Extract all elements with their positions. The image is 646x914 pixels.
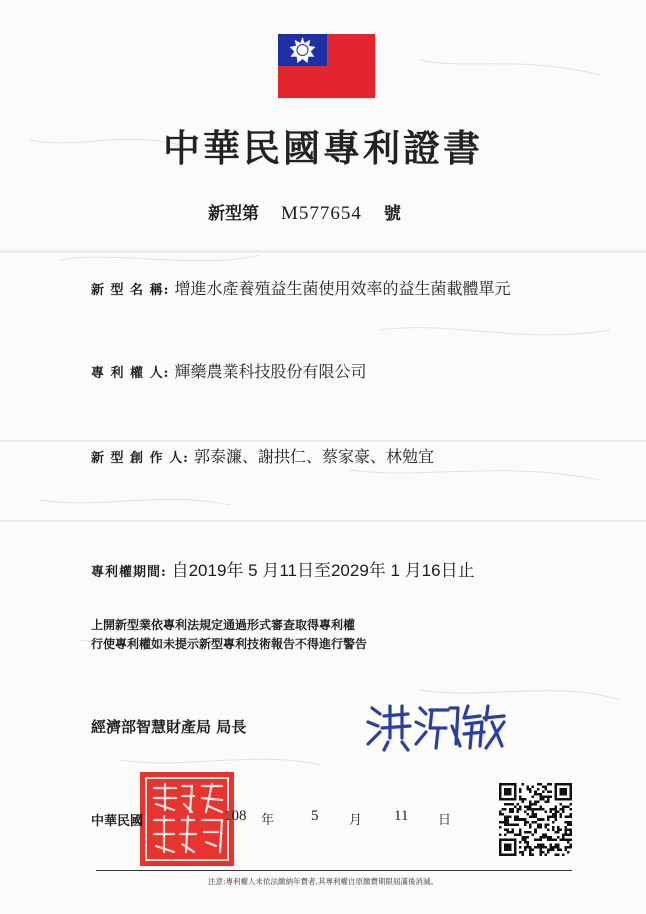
footnote-divider — [96, 870, 572, 871]
patent-number: M577654 — [281, 203, 362, 224]
director-signature — [362, 698, 512, 754]
field-owner — [91, 359, 367, 382]
date-day: 11 — [394, 808, 409, 824]
official-seal — [140, 772, 234, 866]
director-title: 經濟部智慧財產局 局長 — [91, 718, 247, 736]
date-year: 108 — [224, 808, 247, 824]
flag-canton — [278, 34, 327, 66]
date-month-unit: 月 — [349, 813, 363, 828]
number-suffix: 號 — [383, 204, 401, 224]
name-value: 增進水產養殖益生菌使用效率的益生菌載體單元 — [174, 279, 511, 298]
notice-line-1: 上開新型業依專利法規定通過形式審查取得專利權 — [91, 618, 356, 632]
date-month: 5 — [311, 808, 319, 824]
date-era: 中華民國 — [91, 814, 144, 829]
certificate-title: 中華民國專利證書 — [163, 126, 483, 170]
notice-line-2: 行使專利權如未提示新型專利技術報告不得進行警告 — [91, 637, 368, 651]
owner-value: 輝藥農業科技股份有限公司 — [174, 362, 367, 381]
footnote: 注意:專利權人未依法繳納年費者,其專利權自原繳費期限屆滿後消滅。 — [208, 877, 438, 886]
period-value: 自2019年 5 月11日至2029年 1 月16日止 — [171, 561, 475, 580]
roc-flag — [278, 34, 375, 98]
creator-label: 新 型 創 作 人: — [91, 451, 189, 466]
patent-number-line — [208, 199, 401, 225]
seal-pattern — [140, 772, 234, 866]
date-year-unit: 年 — [261, 813, 275, 828]
date-day-unit: 日 — [438, 813, 452, 828]
period-label: 專利權期間: — [91, 565, 167, 580]
name-label: 新 型 名 稱: — [91, 283, 170, 298]
white-sun-icon — [278, 34, 327, 66]
qr-code — [499, 783, 572, 856]
qr-code-pattern — [499, 783, 572, 856]
patent-type-label: 新型第 — [208, 204, 259, 224]
creator-value: 郭泰濂、謝拱仁、蔡家豪、林勉宜 — [194, 447, 435, 466]
field-creator — [91, 444, 434, 467]
owner-label: 專 利 權 人: — [91, 366, 170, 381]
patent-period — [91, 556, 475, 581]
field-name — [91, 276, 511, 299]
